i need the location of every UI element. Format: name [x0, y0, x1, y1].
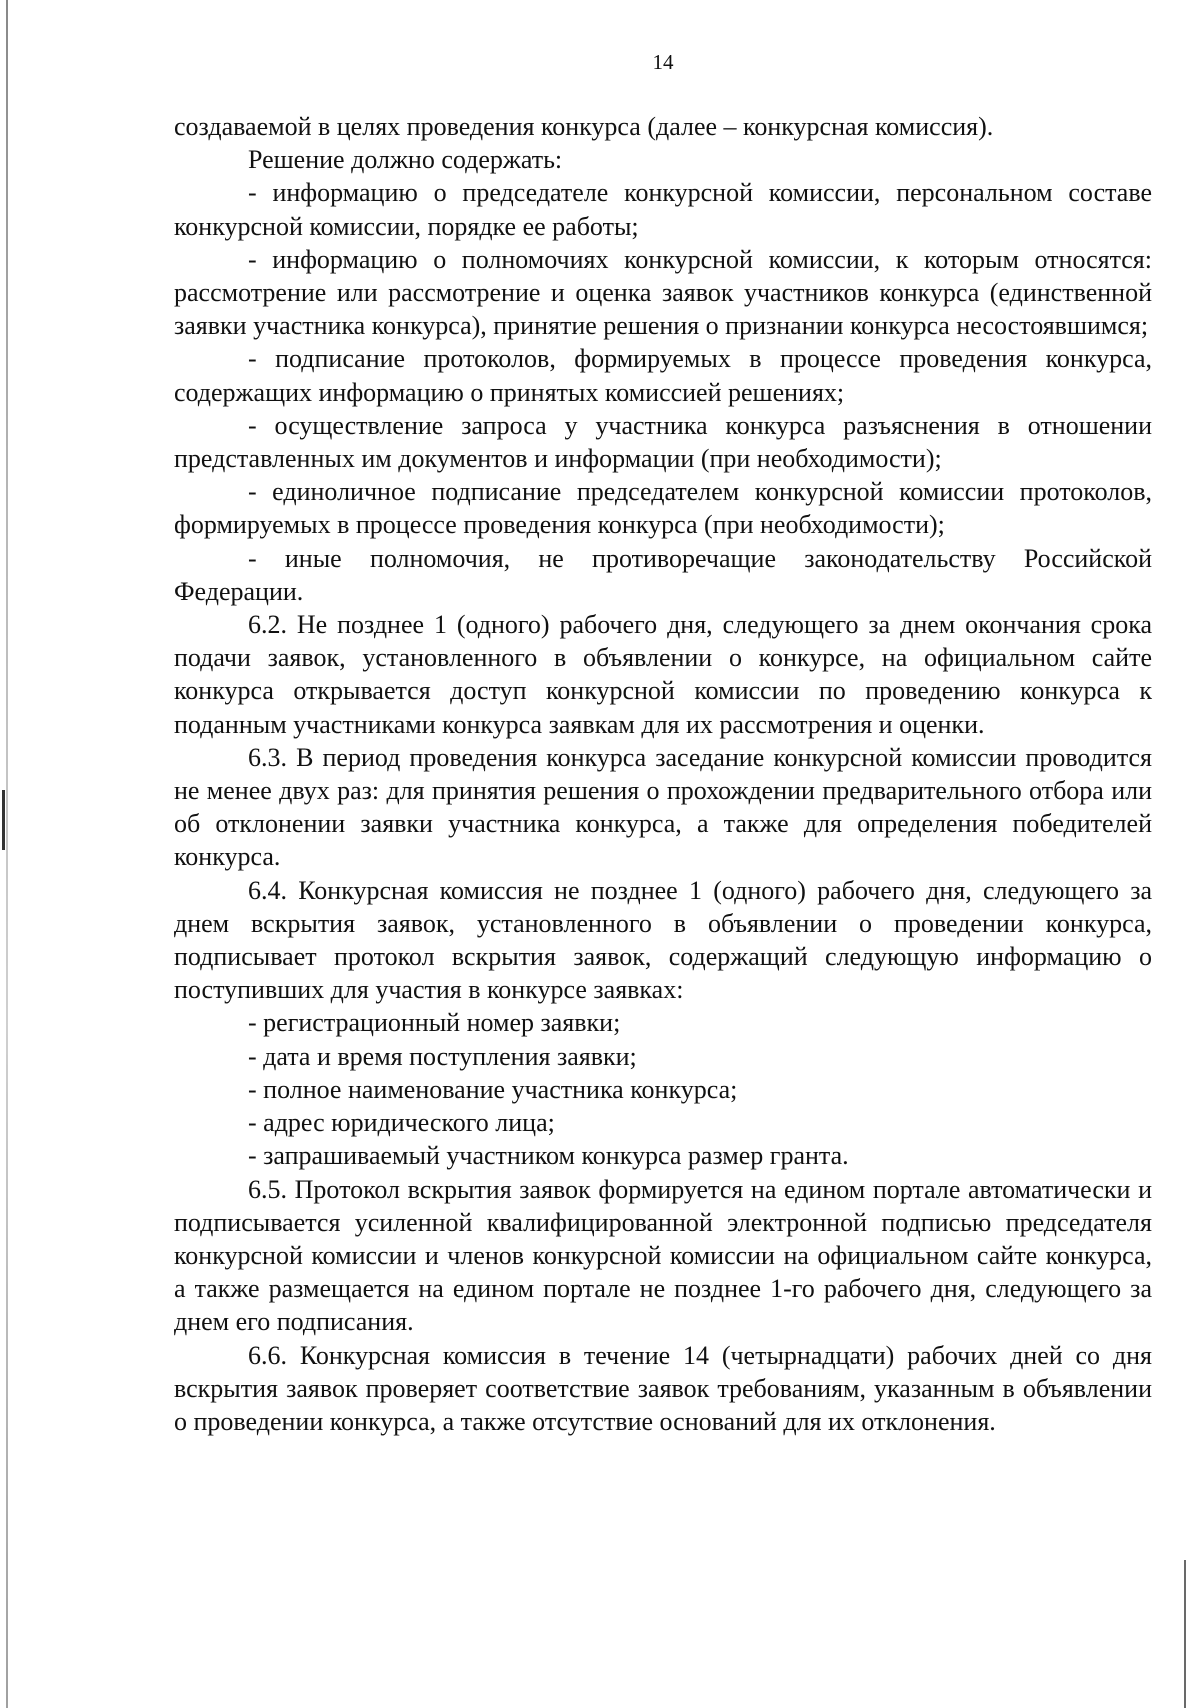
document-body	[174, 110, 1152, 1438]
list-item-legal-address: - адрес юридического лица;	[248, 1108, 555, 1138]
list-item-date-time: - дата и время поступления заявки;	[248, 1041, 637, 1071]
scan-edge-left	[6, 0, 8, 1708]
scan-mark-left	[2, 790, 5, 850]
list-item-chairman-info: - информацию о председателе конкурсной комиссии, персональном составе конкурсной комиссии, порядке ее работы;	[174, 178, 1152, 241]
document-page	[174, 42, 1152, 1438]
list-item-full-name: - полное наименование участника конкурса;	[248, 1074, 738, 1104]
list-item-sole-signing: - единоличное подписание председателем конкурсной комиссии протоколов, формируемых в процессе проведения конкурса (при необходимости);	[174, 477, 1152, 540]
paragraph-6-5: 6.5. Протокол вскрытия заявок формируется на едином портале автоматически и подписывается усиленной квалифицированной электронной подписью председателя конкурсной комиссии и членов конкурсной комиссии на официальном сайте конкурса, а также размещается на едином портале не позднее 1-го рабочего дня, следующего за днем его подписания.	[174, 1174, 1152, 1337]
scan-edge-right	[1184, 1560, 1186, 1708]
paragraph-6-3: 6.3. В период проведения конкурса заседание конкурсной комиссии проводится не менее двух раз: для принятия решения о прохождении предварительного отбора или об отклонении заявки участника конкурса, а также для определения победителей конкурса.	[174, 742, 1152, 872]
list-item-grant-size: - запрашиваемый участником конкурса размер гранта.	[248, 1141, 849, 1171]
list-item-signing-protocols: - подписание протоколов, формируемых в процессе проведения конкурса, содержащих информацию о принятых комиссией решениях;	[174, 344, 1152, 407]
page-number: 14	[652, 50, 674, 74]
paragraph-6-2: 6.2. Не позднее 1 (одного) рабочего дня, следующего за днем окончания срока подачи заявок, установленного в объявлении о конкурсе, на официальном сайте конкурса открывается доступ конкурсной комиссии по проведению конкурса к поданным участниками конкурса заявкам для их рассмотрения и оценки.	[174, 610, 1152, 739]
list-item-other-powers: - иные полномочия, не противоречащие законодательству Российской Федерации.	[174, 543, 1152, 606]
paragraph-continuation: создаваемой в целях проведения конкурса (далее – конкурсная комиссия).	[174, 112, 994, 141]
list-item-registration-number: - регистрационный номер заявки;	[248, 1008, 621, 1038]
list-item-clarification-request: - осуществление запроса у участника конкурса разъяснения в отношении представленных им документов и информации (при необходимости);	[174, 410, 1152, 474]
paragraph-6-4: 6.4. Конкурсная комиссия не позднее 1 (одного) рабочего дня, следующего за днем вскрытия заявок, установленного в объявлении о проведении конкурса, подписывает протокол вскрытия заявок, содержащий следующую информацию о поступивших для участия в конкурсе заявках:	[174, 875, 1152, 1005]
list-item-powers-info: - информацию о полномочиях конкурсной комиссии, к которым относятся: рассмотрение или рассмотрение и оценка заявок участников конкурса (единственной заявки участника конкурса), принятие решения о признании конкурса несостоявшимся;	[174, 244, 1152, 341]
paragraph-decision-intro: Решение должно содержать:	[248, 145, 563, 175]
paragraph-6-6: 6.6. Конкурсная комиссия в течение 14 (четырнадцати) рабочих дней со дня вскрытия заявок проверяет соответствие заявок требованиям, указанным в объявлении о проведении конкурса, а также отсутствие оснований для их отклонения.	[174, 1340, 1152, 1436]
